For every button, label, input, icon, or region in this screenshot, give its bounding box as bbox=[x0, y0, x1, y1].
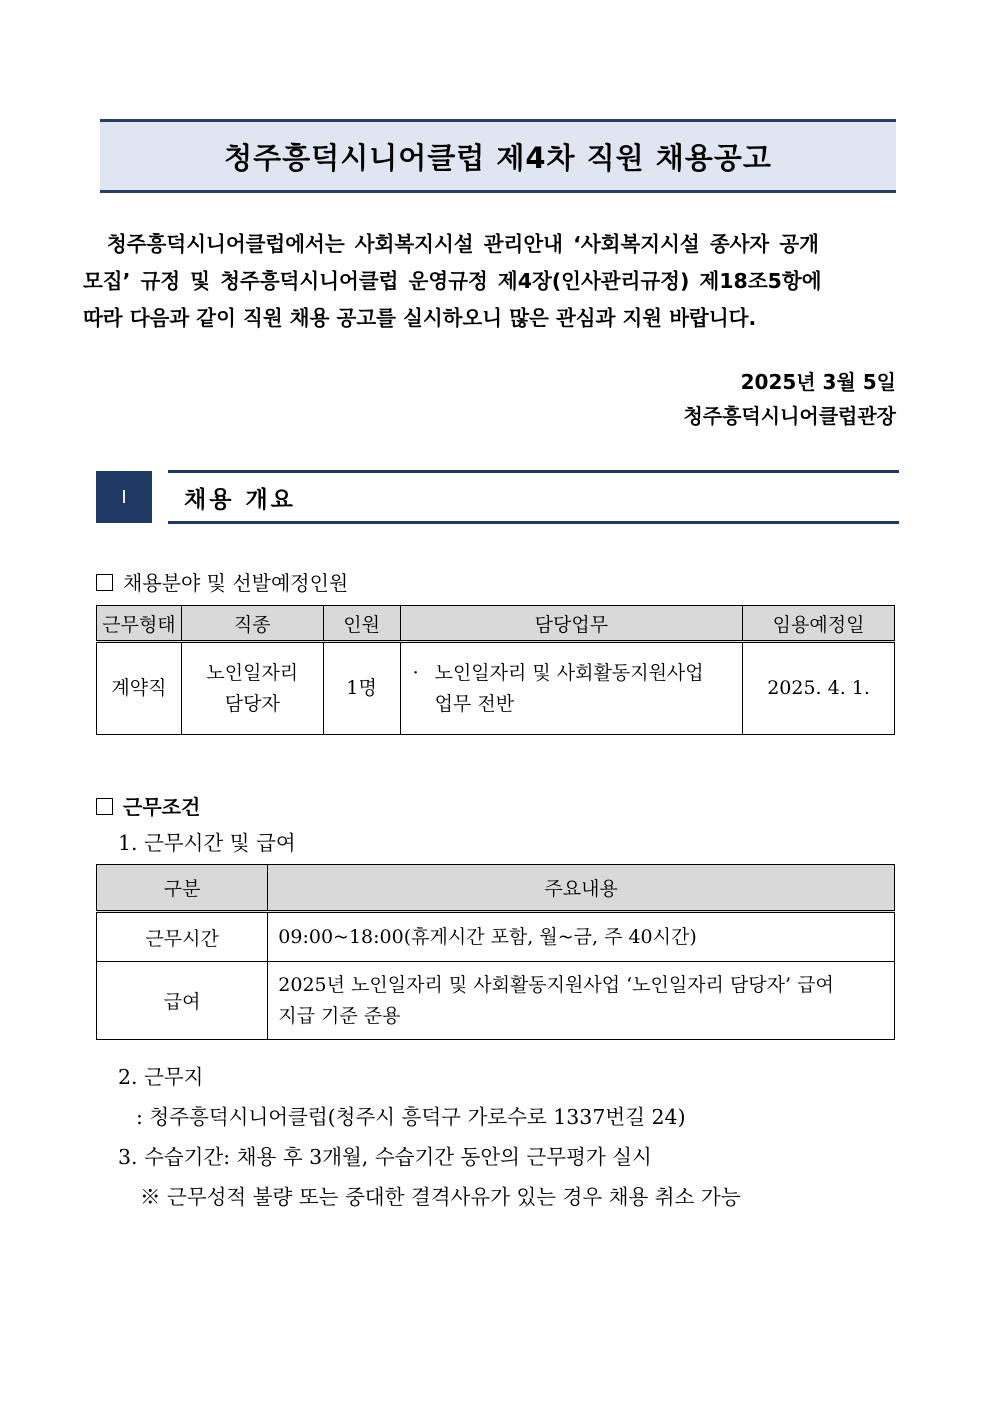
duty-cell bbox=[400, 642, 743, 735]
intro-line-1: 청주흥덕시니어클럽에서는 사회복지시설 관리안내 ‘사회복지시설 종사자 공개 bbox=[107, 232, 819, 256]
conditions-subheading bbox=[96, 791, 200, 820]
checkbox-square-icon bbox=[96, 574, 113, 591]
headcount-cell: 1명 bbox=[323, 642, 400, 735]
recruit-subheading bbox=[96, 567, 348, 596]
section-number-badge: Ⅰ bbox=[96, 471, 152, 523]
intro-line-2: 모집’ 규정 및 청주흥덕시니어클럽 운영규정 제4장(인사관리규정) 제18조5항에 bbox=[83, 269, 822, 293]
conditions-item-2: 2. 근무지 bbox=[118, 1065, 204, 1089]
section-heading-bar bbox=[168, 470, 899, 524]
start-date-cell: 2025. 4. 1. bbox=[743, 642, 895, 735]
workplace-address: : 청주흥덕시니어클럽(청주시 흥덕구 가로수로 1337번길 24) bbox=[136, 1105, 686, 1129]
salary-line-2: 지급 기준 준용 bbox=[278, 1004, 401, 1027]
recruit-table bbox=[96, 605, 895, 735]
recruit-table-header-row bbox=[97, 606, 895, 642]
header-cell: 직종 bbox=[181, 606, 323, 642]
row-label: 급여 bbox=[97, 962, 268, 1040]
table-row bbox=[97, 912, 895, 962]
header-cell: 인원 bbox=[323, 606, 400, 642]
conditions-subheading-text: 근무조건 bbox=[123, 795, 201, 819]
salary-line-1: 2025년 노인일자리 및 사회활동지원사업 ‘노인일자리 담당자’ 급여 bbox=[278, 973, 834, 996]
row-label: 근무시간 bbox=[97, 912, 268, 962]
checkbox-square-icon bbox=[96, 798, 113, 815]
duty-line-2: 업무 전반 bbox=[434, 692, 515, 715]
document-title: 청주흥덕시니어클럽 제4차 직원 채용공고 bbox=[224, 140, 772, 175]
header-cell: 담당업무 bbox=[400, 606, 743, 642]
header-cell: 임용예정일 bbox=[743, 606, 895, 642]
row-value bbox=[268, 962, 895, 1040]
intro-line-3: 따라 다음과 같이 직원 채용 공고를 실시하오니 많은 관심과 지원 바랍니다. bbox=[83, 306, 757, 330]
recruit-subheading-text: 채용분야 및 선발예정인원 bbox=[123, 571, 349, 595]
intro-paragraph bbox=[83, 226, 898, 337]
row-value: 09:00~18:00(휴게시간 포함, 월~금, 주 40시간) bbox=[268, 912, 895, 962]
header-cell: 근무형태 bbox=[97, 606, 182, 642]
announcement-date: 2025년 3월 5일 bbox=[740, 370, 896, 394]
conditions-item-3: 3. 수습기간: 채용 후 3개월, 수습기간 동안의 근무평가 실시 bbox=[118, 1145, 652, 1169]
table-row bbox=[97, 962, 895, 1040]
header-cell: 구분 bbox=[97, 865, 268, 912]
employment-type-cell: 계약직 bbox=[97, 642, 182, 735]
table-row bbox=[97, 642, 895, 735]
bullet-dot: · bbox=[412, 661, 419, 684]
section-heading: 채용 개요 bbox=[184, 486, 296, 513]
job-type-cell bbox=[181, 642, 323, 735]
job-line-1: 노인일자리 bbox=[206, 661, 299, 684]
document-title-box bbox=[100, 119, 896, 193]
organization-signature: 청주흥덕시니어클럽관장 bbox=[683, 404, 896, 428]
conditions-item-1: 1. 근무시간 및 급여 bbox=[118, 831, 296, 855]
duty-line-1: 노인일자리 및 사회활동지원사업 bbox=[434, 661, 704, 684]
job-line-2: 담당자 bbox=[224, 692, 280, 715]
conditions-table-header-row bbox=[97, 865, 895, 912]
conditions-table bbox=[96, 864, 895, 1040]
header-cell: 주요내용 bbox=[268, 865, 895, 912]
cancellation-note: ※ 근무성적 불량 또는 중대한 결격사유가 있는 경우 채용 취소 가능 bbox=[140, 1185, 741, 1209]
